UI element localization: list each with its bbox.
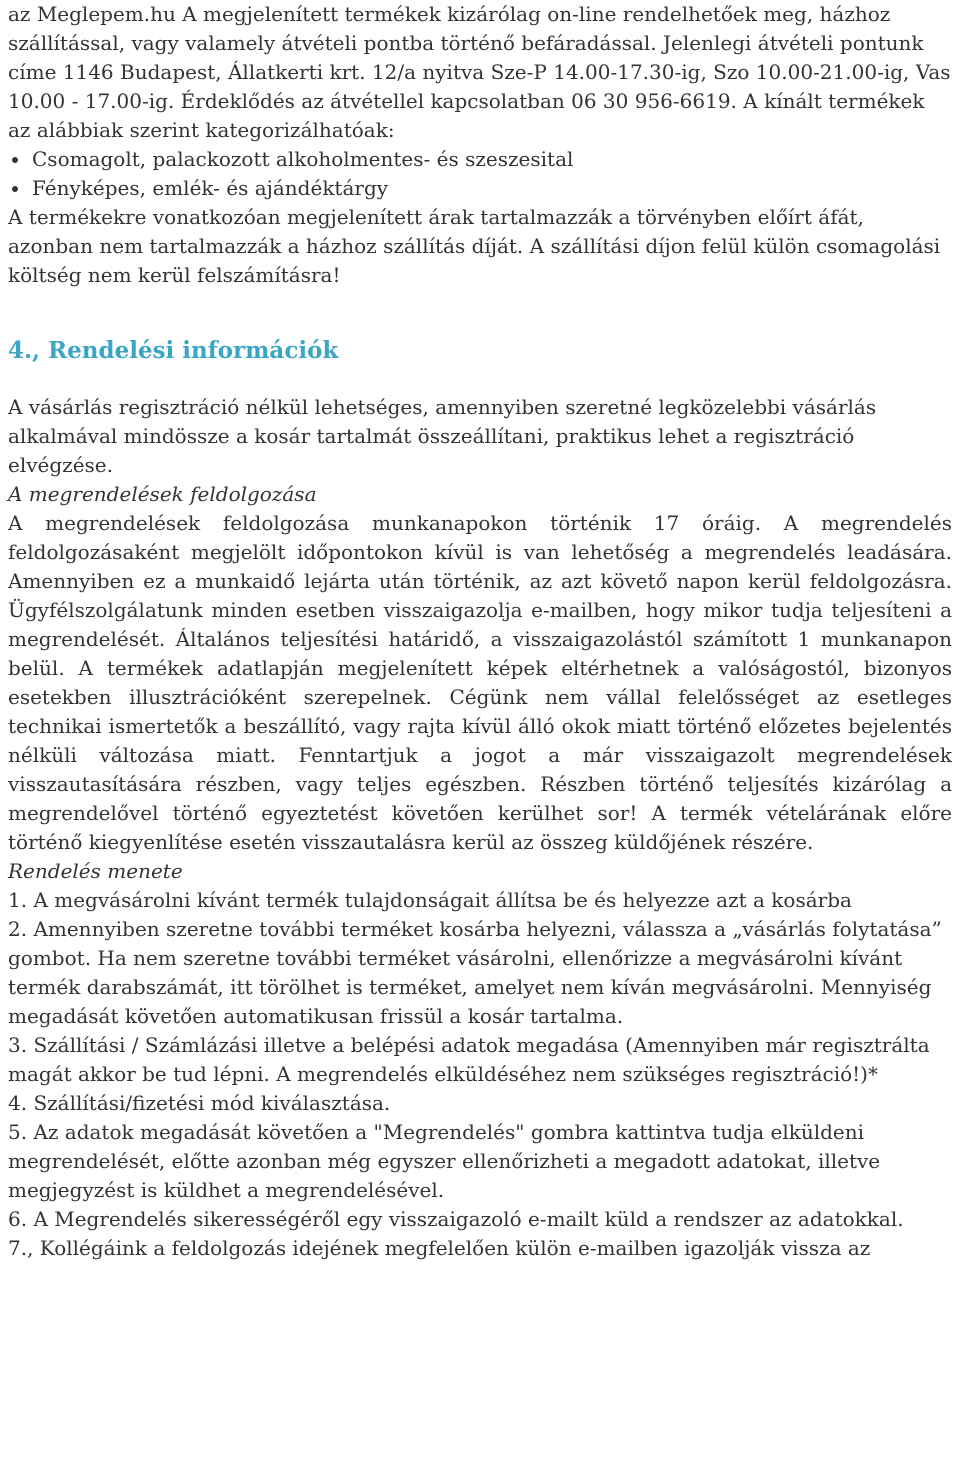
processing-subheading: A megrendelések feldolgozása: [8, 482, 317, 506]
category-item: Fényképes, emlék- és ajándéktárgy: [8, 174, 952, 203]
intro-paragraph: az Meglepem.hu A megjelenített termékek kizárólag on-line rendelhetőek meg, házhoz szállítással, vagy valamely átvételi pontba történő befáradással. Jelenlegi átvételi pontunk címe 1146 Budapest, Állatkerti krt. 12/a nyitva Sze-P 14.00-17.30-ig, Szo 10.00-21.00-ig, Vas 10.00 - 17.00-ig. Érdeklődés az átvétellel kapcsolatban 06 30 956-6619. A kínált termékek az alábbiak szerint kategorizálhatóak:: [8, 2, 951, 142]
order-step: 5. Az adatok megadását követően a "Megrendelés" gombra kattintva tudja elküldeni megrendelését, előtte azonban még egyszer ellenőrizheti a megadott adatokat, illetve megjegyzést is küldhet a megrendelésével.: [8, 1120, 881, 1202]
registration-paragraph: A vásárlás regisztráció nélkül lehetséges, amennyiben szeretné legközelebbi vásárlás alkalmával mindössze a kosár tartalmát összeállítani, praktikus lehet a regisztráció elvégzése.: [8, 395, 877, 477]
category-list: [8, 145, 952, 203]
order-step: 2. Amennyiben szeretne további terméket kosárba helyezni, válassza a „vásárlás folytatása” gombot. Ha nem szeretne további terméket vásárolni, ellenőrizze a megvásárolni kívánt termék darabszámát, itt törölhet is terméket, amelyet nem kíván megvásárolni. Mennyiség megadását követően automatikusan frissül a kosár tartalma.: [8, 917, 942, 1028]
order-step: 7., Kollégáink a feldolgozás idejének megfelelően külön e-mailben igazolják vissza az: [8, 1236, 871, 1260]
order-step: 3. Szállítási / Számlázási illetve a belépési adatok megadása (Amennyiben már regisztrálta magát akkor be tud lépni. A megrendelés elküldéséhez nem szükséges regisztráció!)*: [8, 1033, 930, 1086]
order-process-subheading: Rendelés menete: [8, 859, 183, 883]
order-step: 4. Szállítási/fizetési mód kiválasztása.: [8, 1091, 391, 1115]
section-heading: 4., Rendelési információk: [8, 337, 339, 364]
processing-paragraph: A megrendelések feldolgozása munkanapokon történik 17 óráig. A megrendelés feldolgozásaként megjelölt időpontokon kívül is van lehetőség a megrendelés leadására. Amennyiben ez a munkaidő lejárta után történik, az azt követő napon kerül feldolgozásra. Ügyfélszolgálatunk minden esetben visszaigazolja e-mailben, hogy mikor tudja teljesíteni a megrendelését. Általános teljesítési határidő, a visszaigazolástól számított 1 munkanapon belül. A termékek adatlapján megjelenített képek eltérhetnek a valóságostól, bizonyos esetekben illusztrációként szerepelnek. Cégünk nem vállal felelősséget az esetleges technikai ismertetők a beszállító, vagy rajta kívül álló okok miatt történő előzetes bejelentés nélküli változása miatt. Fenntartjuk a jogot a már visszaigazolt megrendelések visszautasítására részben, vagy teljes egészben. Részben történő teljesítés kizárólag a megrendelővel történő egyeztetést követően kerülhet sor! A termék vételárának előre történő kiegyenlítése esetén visszautalásra kerül az összeg küldőjének részére.: [8, 511, 952, 854]
price-note: A termékekre vonatkozóan megjelenített árak tartalmazzák a törvényben előírt áfát, azonban nem tartalmazzák a házhoz szállítás díját. A szállítási díjon felül külön csomagolási költség nem kerül felszámításra!: [8, 205, 941, 287]
order-step: 6. A Megrendelés sikerességéről egy visszaigazoló e-mailt küld a rendszer az adatokkal.: [8, 1207, 904, 1231]
order-steps-list: [8, 886, 952, 1263]
category-item: Csomagolt, palackozott alkoholmentes- és szeszesital: [8, 145, 952, 174]
order-step: 1. A megvásárolni kívánt termék tulajdonságait állítsa be és helyezze azt a kosárba: [8, 888, 852, 912]
